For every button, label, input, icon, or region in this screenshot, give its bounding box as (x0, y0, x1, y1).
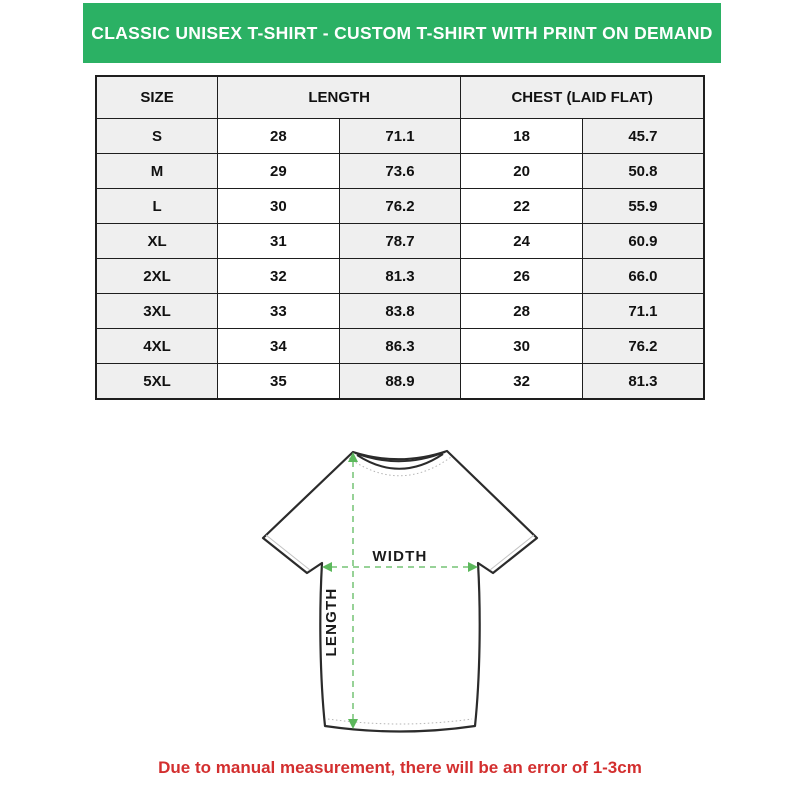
size-cell: 2XL (96, 259, 218, 294)
chest-cm-cell: 55.9 (582, 189, 704, 224)
header-chest: CHEST (LAID FLAT) (461, 76, 704, 119)
length-in-cell: 33 (218, 294, 340, 329)
table-row (96, 259, 704, 294)
size-cell: S (96, 119, 218, 154)
length-label: LENGTH (323, 587, 340, 657)
length-cm-cell: 76.2 (339, 189, 461, 224)
chest-cm-cell: 81.3 (582, 364, 704, 400)
chest-cm-cell: 71.1 (582, 294, 704, 329)
length-cm-cell: 71.1 (339, 119, 461, 154)
length-cm-cell: 73.6 (339, 154, 461, 189)
length-cm-cell: 86.3 (339, 329, 461, 364)
chest-cm-cell: 60.9 (582, 224, 704, 259)
table-row (96, 154, 704, 189)
chest-in-cell: 30 (461, 329, 583, 364)
chest-in-cell: 18 (461, 119, 583, 154)
length-in-cell: 34 (218, 329, 340, 364)
width-label: WIDTH (372, 548, 428, 565)
header-length: LENGTH (218, 76, 461, 119)
chest-in-cell: 28 (461, 294, 583, 329)
length-cm-cell: 83.8 (339, 294, 461, 329)
length-in-cell: 28 (218, 119, 340, 154)
chest-in-cell: 20 (461, 154, 583, 189)
size-cell: 3XL (96, 294, 218, 329)
length-cm-cell: 88.9 (339, 364, 461, 400)
table-row (96, 119, 704, 154)
table-row (96, 224, 704, 259)
tshirt-outline (263, 451, 537, 732)
length-in-cell: 32 (218, 259, 340, 294)
length-in-cell: 29 (218, 154, 340, 189)
tshirt-diagram (240, 440, 560, 750)
length-cm-cell: 78.7 (339, 224, 461, 259)
size-cell: 4XL (96, 329, 218, 364)
chest-cm-cell: 50.8 (582, 154, 704, 189)
size-chart-table (95, 75, 705, 400)
chest-cm-cell: 76.2 (582, 329, 704, 364)
size-chart-section (95, 75, 705, 400)
size-cell: XL (96, 224, 218, 259)
length-in-cell: 30 (218, 189, 340, 224)
table-row (96, 294, 704, 329)
measurement-note: Due to manual measurement, there will be an error of 1-3cm (158, 758, 642, 777)
chest-in-cell: 24 (461, 224, 583, 259)
table-row (96, 329, 704, 364)
chest-in-cell: 26 (461, 259, 583, 294)
size-cell: 5XL (96, 364, 218, 400)
table-header-row (96, 76, 704, 119)
size-cell: L (96, 189, 218, 224)
chest-cm-cell: 66.0 (582, 259, 704, 294)
chest-in-cell: 32 (461, 364, 583, 400)
length-in-cell: 35 (218, 364, 340, 400)
product-title-banner (83, 3, 721, 63)
size-cell: M (96, 154, 218, 189)
table-row (96, 364, 704, 400)
product-title: CLASSIC UNISEX T-SHIRT - CUSTOM T-SHIRT WITH PRINT ON DEMAND (91, 22, 713, 43)
header-size: SIZE (96, 76, 218, 119)
chest-in-cell: 22 (461, 189, 583, 224)
table-row (96, 189, 704, 224)
length-in-cell: 31 (218, 224, 340, 259)
length-cm-cell: 81.3 (339, 259, 461, 294)
chest-cm-cell: 45.7 (582, 119, 704, 154)
